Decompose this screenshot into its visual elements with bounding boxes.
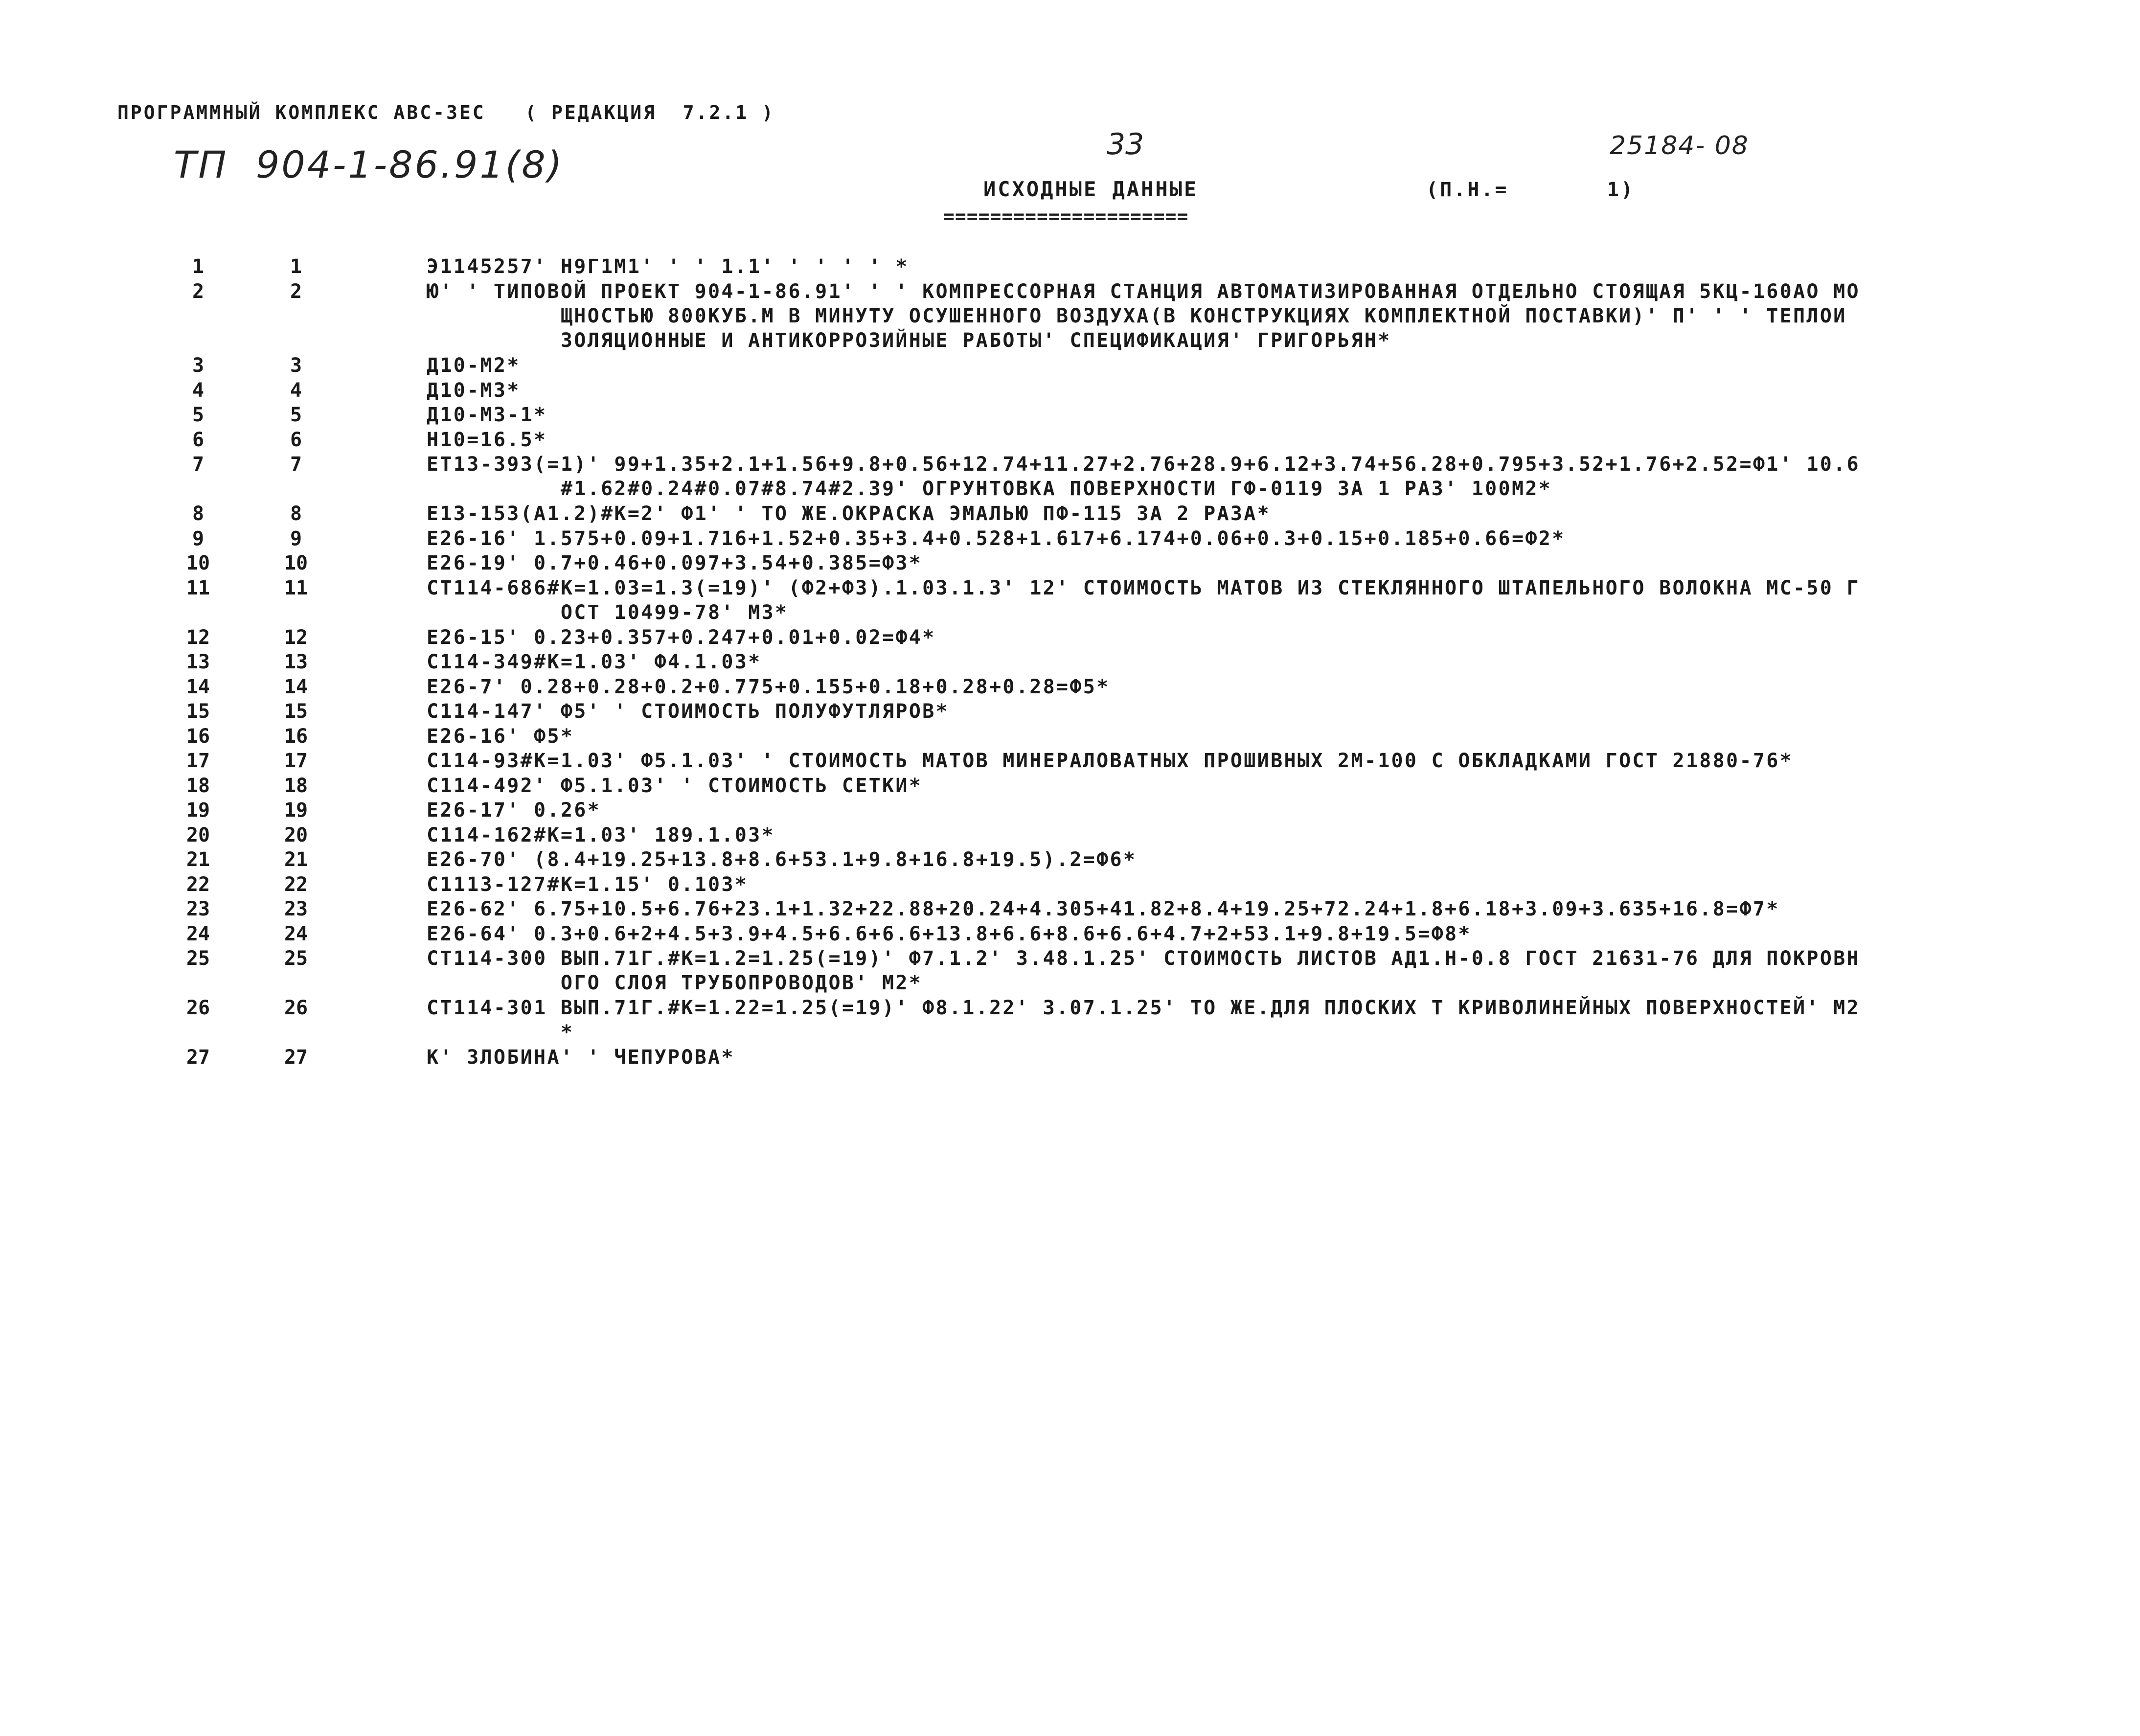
record-line-number: 3 <box>192 354 205 377</box>
record-text-line: Н10=16.5* <box>427 428 547 451</box>
record-sequence-number: 19 <box>284 799 308 822</box>
record-line-number: 11 <box>186 576 210 599</box>
record-text <box>427 996 2012 1045</box>
handwritten-page-number: 33 <box>1107 127 1144 161</box>
record-text-line: С114-349#К=1.03' Ф4.1.03* <box>427 651 762 673</box>
record-text <box>427 452 2012 501</box>
record-line-number: 4 <box>192 379 205 402</box>
record-text-line: ОСТ 10499-78' М3* <box>427 601 789 624</box>
record-line-number: 12 <box>186 626 210 649</box>
record-text-line: СТ114-686#К=1.03=1.3(=19)' (Ф2+Ф3).1.03.1.3' 12' СТОИМОСТЬ МАТОВ ИЗ СТЕКЛЯННОГО ШТАПЕЛЬНОГО ВОЛОКНА МС-50 Г <box>427 576 1860 599</box>
record-sequence-number: 24 <box>284 922 308 945</box>
section-title: ИСХОДНЫЕ ДАННЫЕ <box>983 177 1199 201</box>
record-sequence-number: 3 <box>290 354 302 377</box>
record-text-line: Д10-М3-1* <box>427 404 547 426</box>
record-sequence-number: 20 <box>284 823 308 846</box>
record-line-number: 7 <box>192 453 205 476</box>
record-line-number: 2 <box>192 280 205 303</box>
record-line-number: 22 <box>186 873 210 896</box>
record-line-number: 27 <box>186 1046 210 1069</box>
record-text <box>427 946 2012 995</box>
record-sequence-number: 12 <box>284 626 308 649</box>
record-text <box>427 749 2012 773</box>
record-text <box>427 1045 2012 1070</box>
record-text-line: #1.62#0.24#0.07#8.74#2.39' ОГРУНТОВКА ПОВЕРХНОСТИ ГФ-0119 ЗА 1 РАЗ' 100М2* <box>427 478 1552 500</box>
record-text <box>427 576 2012 625</box>
record-text <box>427 847 2012 872</box>
record-text-line: Д10-М3* <box>427 379 521 402</box>
record-sequence-number: 15 <box>284 700 308 723</box>
record-line-number: 23 <box>186 898 210 920</box>
record-text-line: Д10-М2* <box>427 354 521 377</box>
record-text-line: С114-162#К=1.03' 189.1.03* <box>427 823 775 846</box>
record-text-line: С114-147' Ф5' ' СТОИМОСТЬ ПОЛУФУТЛЯРОВ* <box>427 700 949 723</box>
title-underline: ===================== <box>943 206 1189 227</box>
record-sequence-number: 23 <box>284 898 308 920</box>
record-line-number: 26 <box>186 997 210 1019</box>
record-line-number: 14 <box>186 675 210 698</box>
handwritten-project-code: ТП 904-1-86.91(8) <box>174 143 564 186</box>
record-text <box>427 823 2012 847</box>
record-text-line: Е26-17' 0.26* <box>427 799 601 822</box>
handwritten-document-number: 25184- 08 <box>1610 131 1749 160</box>
record-text <box>427 650 2012 674</box>
record-text-line: С114-492' Ф5.1.03' ' СТОИМОСТЬ СЕТКИ* <box>427 774 923 797</box>
record-sequence-number: 1 <box>290 255 302 278</box>
record-sequence-number: 26 <box>284 997 308 1019</box>
record-sequence-number: 11 <box>284 576 308 599</box>
record-text <box>427 353 2012 378</box>
record-sequence-number: 13 <box>284 651 308 673</box>
record-text <box>427 428 2012 452</box>
record-sequence-number: 14 <box>284 675 308 698</box>
record-text-line: К' ЗЛОБИНА' ' ЧЕПУРОВА* <box>427 1046 735 1069</box>
record-line-number: 13 <box>186 651 210 673</box>
record-line-number: 1 <box>192 255 205 278</box>
record-text-line: * <box>427 1021 574 1044</box>
record-sequence-number: 22 <box>284 873 308 896</box>
record-text-line: Е26-62' 6.75+10.5+6.76+23.1+1.32+22.88+20.24+4.305+41.82+8.4+19.25+72.24+1.8+6.18+3.09+3.635+16.8=Ф7* <box>427 898 1780 920</box>
record-sequence-number: 10 <box>284 552 308 574</box>
record-line-number: 19 <box>186 799 210 822</box>
record-text-line: Е26-16' Ф5* <box>427 725 574 748</box>
record-line-number: 5 <box>192 404 205 426</box>
record-text-line: Е13-153(А1.2)#К=2' Ф1' ' ТО ЖЕ.ОКРАСКА ЭМАЛЬЮ ПФ-115 ЗА 2 РАЗА* <box>427 503 1271 525</box>
record-text-line: С1113-127#К=1.15' 0.103* <box>427 873 749 896</box>
record-text-line: ОГО СЛОЯ ТРУБОПРОВОДОВ' М2* <box>427 972 923 994</box>
record-sequence-number: 21 <box>284 848 308 871</box>
record-text-line: ЕТ13-393(=1)' 99+1.35+2.1+1.56+9.8+0.56+12.74+11.27+2.76+28.9+6.12+3.74+56.28+0.795+3.52+1.76+2.52=Ф1' 10.6 <box>427 453 1860 476</box>
record-sequence-number: 4 <box>290 379 302 402</box>
record-text <box>427 403 2012 427</box>
record-text <box>427 724 2012 749</box>
record-sequence-number: 17 <box>284 750 308 772</box>
record-sequence-number: 25 <box>284 947 308 970</box>
record-sequence-number: 8 <box>290 503 302 525</box>
record-line-number: 18 <box>186 774 210 797</box>
record-text <box>427 502 2012 526</box>
record-line-number: 17 <box>186 750 210 772</box>
record-text-line: Е26-19' 0.7+0.46+0.097+3.54+0.385=Ф3* <box>427 552 923 574</box>
record-text-line: С114-93#К=1.03' Ф5.1.03' ' СТОИМОСТЬ МАТОВ МИНЕРАЛОВАТНЫХ ПРОШИВНЫХ 2М-100 С ОБКЛАДКАМИ ГОСТ 21880-76* <box>427 750 1793 772</box>
record-text <box>427 378 2012 403</box>
record-text-line: СТ114-301 ВЫП.71Г.#К=1.22=1.25(=19)' Ф8.1.22' 3.07.1.25' ТО ЖЕ.ДЛЯ ПЛОСКИХ Т КРИВОЛИНЕЙНЫХ ПОВЕРХНОСТЕЙ' М2 <box>427 997 1860 1019</box>
record-text <box>427 625 2012 650</box>
record-text <box>427 551 2012 575</box>
record-text <box>427 922 2012 946</box>
record-sequence-number: 18 <box>284 774 308 797</box>
record-text <box>427 699 2012 724</box>
record-sequence-number: 7 <box>290 453 302 476</box>
record-text-line: Е26-16' 1.575+0.09+1.716+1.52+0.35+3.4+0.528+1.617+6.174+0.06+0.3+0.15+0.185+0.66=Ф2* <box>427 527 1566 550</box>
record-line-number: 9 <box>192 527 205 550</box>
record-sequence-number: 9 <box>290 527 302 550</box>
record-text-line: ЩНОСТЬЮ 800КУБ.М В МИНУТУ ОСУШЕННОГО ВОЗДУХА(В КОНСТРУКЦИЯХ КОМПЛЕКТНОЙ ПОСТАВКИ)' П' ' ' ТЕПЛОИ <box>427 304 1847 327</box>
pn-label: (П.Н.= <box>1426 179 1509 201</box>
record-text <box>427 254 2012 279</box>
record-text-line: Е26-15' 0.23+0.357+0.247+0.01+0.02=Ф4* <box>427 626 936 649</box>
record-text <box>427 774 2012 798</box>
record-line-number: 25 <box>186 947 210 970</box>
record-line-number: 8 <box>192 503 205 525</box>
record-text-line: СТ114-300 ВЫП.71Г.#К=1.2=1.25(=19)' Ф7.1.2' 3.48.1.25' СТОИМОСТЬ ЛИСТОВ АД1.Н-0.8 ГОСТ 21631-76 ДЛЯ ПОКРОВН <box>427 947 1860 970</box>
record-sequence-number: 6 <box>290 428 302 451</box>
pn-value: 1) <box>1607 179 1635 201</box>
record-text-line: Ю' ' ТИПОВОЙ ПРОЕКТ 904-1-86.91' ' ' КОМПРЕССОРНАЯ СТАНЦИЯ АВТОМАТИЗИРОВАННАЯ ОТДЕЛЬНО СТОЯЩАЯ 5КЦ-160АО МО <box>427 280 1860 303</box>
program-header: ПРОГРАММНЫЙ КОМПЛЕКС АВС-3ЕС ( РЕДАКЦИЯ 7.2.1 ) <box>117 102 775 123</box>
record-text <box>427 279 2012 353</box>
record-text <box>427 798 2012 822</box>
record-line-number: 21 <box>186 848 210 871</box>
record-text-line: Е26-64' 0.3+0.6+2+4.5+3.9+4.5+6.6+6.6+13.8+6.6+8.6+6.6+4.7+2+53.1+9.8+19.5=Ф8* <box>427 922 1472 945</box>
record-sequence-number: 27 <box>284 1046 308 1069</box>
record-line-number: 15 <box>186 700 210 723</box>
record-line-number: 10 <box>186 552 210 574</box>
record-text <box>427 526 2012 551</box>
record-sequence-number: 16 <box>284 725 308 748</box>
record-text <box>427 872 2012 897</box>
record-line-number: 16 <box>186 725 210 748</box>
record-text-line: Е26-70' (8.4+19.25+13.8+8.6+53.1+9.8+16.8+19.5).2=Ф6* <box>427 848 1137 871</box>
record-text-line: Е26-7' 0.28+0.28+0.2+0.775+0.155+0.18+0.28+0.28=Ф5* <box>427 675 1110 698</box>
record-sequence-number: 5 <box>290 404 302 426</box>
record-text-line: Э1145257' Н9Г1М1' ' ' 1.1' ' ' ' ' * <box>427 255 909 278</box>
record-line-number: 6 <box>192 428 205 451</box>
record-text <box>427 897 2012 921</box>
record-line-number: 20 <box>186 823 210 846</box>
record-sequence-number: 2 <box>290 280 302 303</box>
record-text-line: ЗОЛЯЦИОННЫЕ И АНТИКОРРОЗИЙНЫЕ РАБОТЫ' СПЕЦИФИКАЦИЯ' ГРИГОРЬЯН* <box>427 329 1391 352</box>
record-text <box>427 675 2012 699</box>
record-line-number: 24 <box>186 922 210 945</box>
